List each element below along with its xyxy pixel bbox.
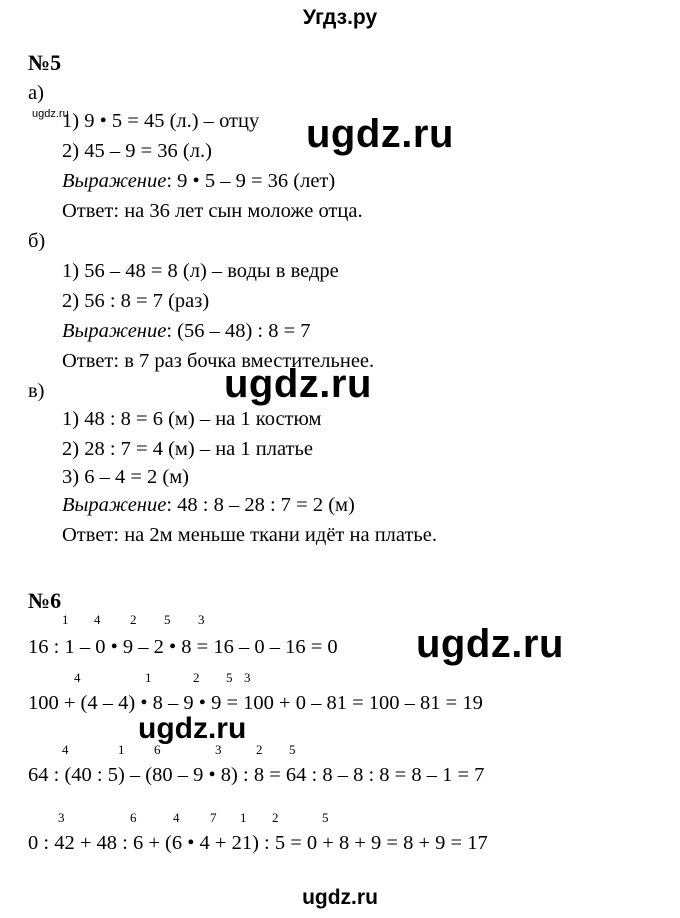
operation-order-number: 5 — [226, 670, 233, 685]
watermark-big: ugdz.ru — [306, 112, 454, 156]
operation-order-number: 5 — [164, 612, 171, 627]
task5-a-label: а) — [28, 82, 44, 104]
operation-order-number: 6 — [130, 810, 137, 825]
operation-order-number: 2 — [272, 810, 279, 825]
operation-order-number: 2 — [193, 670, 200, 685]
operation-order-number: 6 — [154, 742, 161, 757]
operation-order-number: 4 — [173, 810, 180, 825]
watermark-small: ugdz.ru — [32, 108, 69, 120]
task5-v-label: в) — [28, 380, 45, 402]
watermark-big: ugdz.ru — [138, 712, 247, 745]
task5-b-step1: 1) 56 – 48 = 8 (л) – воды в ведре — [62, 260, 339, 282]
watermark-big: ugdz.ru — [224, 362, 372, 406]
operation-order-number: 5 — [289, 742, 296, 757]
operation-order-number: 2 — [130, 612, 137, 627]
site-footer: ugdz.ru — [302, 886, 378, 909]
task5-v-step3: 3) 6 – 4 = 2 (м) — [62, 466, 190, 488]
operation-order-number: 1 — [240, 810, 247, 825]
task5-a-step2: 2) 45 – 9 = 36 (л.) — [62, 140, 212, 162]
operation-order-number: 4 — [94, 612, 101, 627]
task6-title: №6 — [28, 588, 62, 613]
task5-v-step1: 1) 48 : 8 = 6 (м) – на 1 костюм — [62, 408, 322, 430]
operation-order-number: 7 — [210, 810, 217, 825]
expression-value: : 48 : 8 – 28 : 7 = 2 (м) — [166, 494, 355, 516]
operation-order-number: 2 — [256, 742, 263, 757]
operation-order-number: 1 — [118, 742, 125, 757]
task6-expression: 64 : (40 : 5) – (80 – 9 • 8) : 8 = 64 : 8 – 8 : 8 = 8 – 1 = 7 — [28, 764, 485, 786]
task5-a-expression — [62, 170, 335, 193]
expression-value: : 9 • 5 – 9 = 36 (лет) — [166, 170, 336, 192]
task5-v-step2: 2) 28 : 7 = 4 (м) – на 1 платье — [62, 438, 313, 460]
watermark-big: ugdz.ru — [416, 622, 564, 666]
task6-expression: 100 + (4 – 4) • 8 – 9 • 9 = 100 + 0 – 81 = 100 – 81 = 19 — [28, 692, 483, 714]
site-header: Угдз.ру — [302, 6, 378, 29]
expression-label: Выражение — [62, 320, 167, 342]
operation-order-number: 4 — [74, 670, 81, 685]
expression-value: : (56 – 48) : 8 = 7 — [166, 320, 311, 342]
operation-order-number: 1 — [62, 612, 69, 627]
operation-order-number: 3 — [215, 742, 222, 757]
operation-order-number: 3 — [58, 810, 65, 825]
expression-label: Выражение — [62, 170, 167, 192]
operation-order-number: 1 — [145, 670, 152, 685]
task6-expression: 16 : 1 – 0 • 9 – 2 • 8 = 16 – 0 – 16 = 0 — [28, 636, 338, 658]
task5-v-answer: Ответ: на 2м меньше ткани идёт на платье. — [62, 524, 437, 546]
task5-b-answer: Ответ: в 7 раз бочка вместительнее. — [62, 350, 375, 372]
task6-expression: 0 : 42 + 48 : 6 + (6 • 4 + 21) : 5 = 0 + 8 + 9 = 8 + 9 = 17 — [28, 832, 488, 854]
task5-v-expression — [62, 494, 355, 517]
task5-title: №5 — [28, 50, 62, 75]
operation-order-number: 3 — [244, 670, 251, 685]
task5-b-step2: 2) 56 : 8 = 7 (раз) — [62, 290, 210, 312]
operation-order-number: 5 — [322, 810, 329, 825]
expression-label: Выражение — [62, 494, 167, 516]
task5-a-step1: 1) 9 • 5 = 45 (л.) – отцу — [62, 110, 260, 132]
task5-a-answer: Ответ: на 36 лет сын моложе отца. — [62, 200, 363, 222]
operation-order-number: 4 — [62, 742, 69, 757]
task5-b-expression — [62, 320, 311, 343]
task5-b-label: б) — [28, 230, 46, 252]
operation-order-number: 3 — [198, 612, 205, 627]
